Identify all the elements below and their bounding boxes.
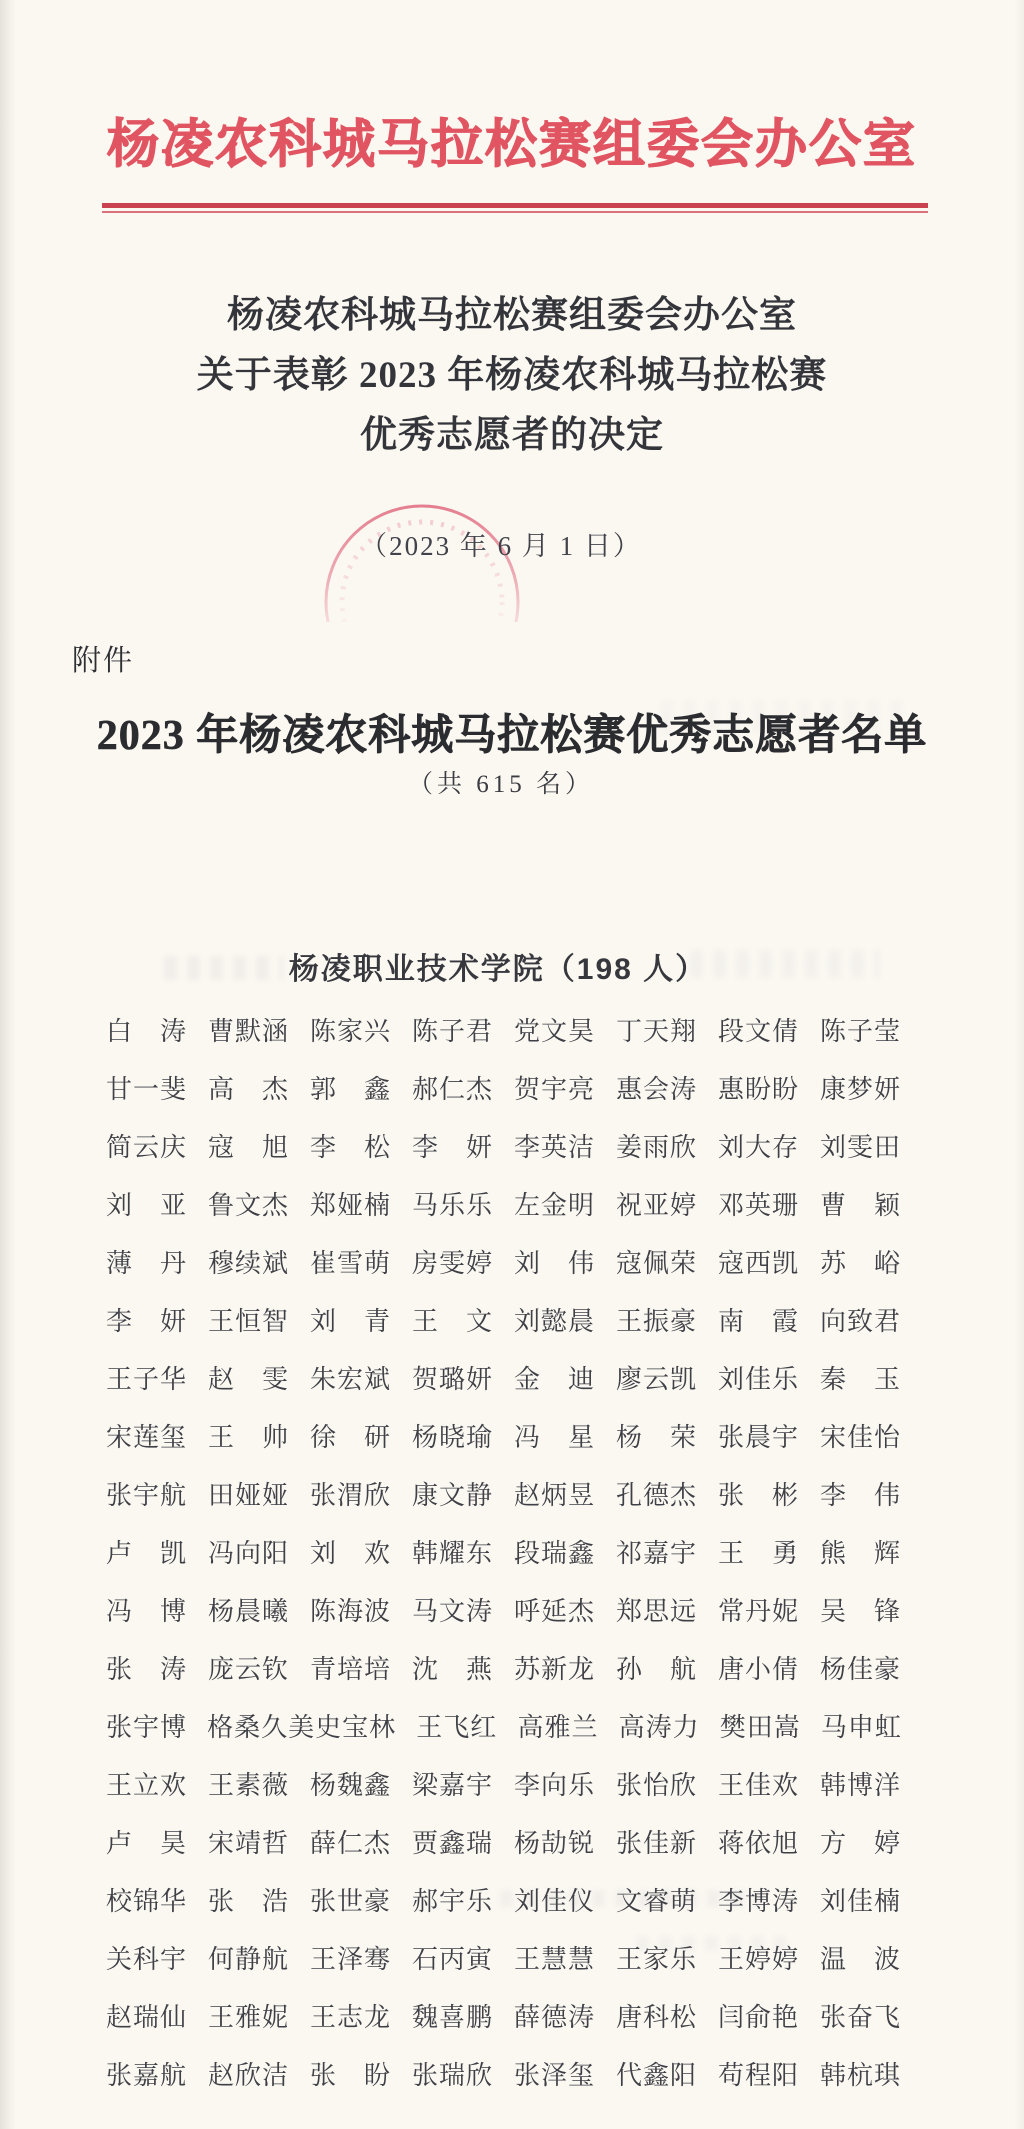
volunteer-name: 郝仁杰: [412, 1074, 494, 1104]
document-title-line-1: 杨凌农科城马拉松赛组委会办公室: [227, 295, 797, 336]
volunteer-name: 梁嘉宇: [412, 1770, 494, 1800]
volunteer-name: 刘大存: [718, 1132, 800, 1162]
volunteer-name: 南 霞: [718, 1306, 800, 1336]
volunteer-name: 石丙寅: [412, 1944, 494, 1974]
volunteer-name-grid: [106, 1000, 922, 2102]
volunteer-name: 康文静: [412, 1480, 494, 1510]
document-title: [0, 286, 1024, 466]
name-row: [106, 1232, 922, 1290]
volunteer-name: 张 涛: [106, 1654, 188, 1684]
name-row: [106, 1406, 922, 1464]
volunteer-name: 廖云凯: [616, 1364, 698, 1394]
volunteer-name: 刘佳楠: [820, 1886, 902, 1916]
volunteer-name: 杨佳豪: [820, 1654, 902, 1684]
attachment-label: 附件: [72, 645, 135, 677]
name-row: [106, 1638, 922, 1696]
volunteer-name: 刘佳乐: [718, 1364, 800, 1394]
volunteer-name: 郝宇乐: [412, 1886, 494, 1916]
volunteer-name: 王飞红: [416, 1712, 498, 1742]
volunteer-name: 王雅妮: [208, 2002, 290, 2032]
volunteer-name: 高 杰: [208, 1074, 290, 1104]
volunteer-name: 寇西凯: [718, 1248, 800, 1278]
volunteer-name: 王佳欢: [718, 1770, 800, 1800]
name-row: [106, 2044, 922, 2102]
volunteer-name: 陈海波: [310, 1596, 392, 1626]
letterhead-divider-rule: [102, 203, 928, 208]
volunteer-name: 张嘉航: [106, 2060, 188, 2090]
volunteer-name: 宋靖哲: [208, 1828, 290, 1858]
name-row: [106, 1986, 922, 2044]
volunteer-name: 贺璐妍: [412, 1364, 494, 1394]
volunteer-name: 简云庆: [106, 1132, 188, 1162]
volunteer-name: 朱宏斌: [310, 1364, 392, 1394]
volunteer-name: 张宇博: [106, 1712, 188, 1742]
volunteer-name: 马申虹: [820, 1712, 902, 1742]
volunteer-name: 杨魏鑫: [310, 1770, 392, 1800]
volunteer-name: 唐科松: [616, 2002, 698, 2032]
volunteer-name: 李向乐: [514, 1770, 596, 1800]
volunteer-name: 祝亚婷: [616, 1190, 698, 1220]
volunteer-name: 王家乐: [616, 1944, 698, 1974]
volunteer-name: 唐小倩: [718, 1654, 800, 1684]
volunteer-name: 王 帅: [208, 1422, 290, 1452]
volunteer-name: 张佳新: [616, 1828, 698, 1858]
volunteer-name: 田娅娅: [208, 1480, 290, 1510]
volunteer-name: 马乐乐: [412, 1190, 494, 1220]
volunteer-name: 冯向阳: [208, 1538, 290, 1568]
volunteer-name: 李英洁: [514, 1132, 596, 1162]
volunteer-name: 秦 玉: [820, 1364, 902, 1394]
volunteer-name: 李博涛: [718, 1886, 800, 1916]
volunteer-name: 张晨宇: [718, 1422, 800, 1452]
volunteer-name: 郭 鑫: [310, 1074, 392, 1104]
volunteer-name: 关科宇: [106, 1944, 188, 1974]
name-row: [106, 1116, 922, 1174]
volunteer-name: 房雯婷: [412, 1248, 494, 1278]
volunteer-name: 姜雨欣: [616, 1132, 698, 1162]
volunteer-name: 格桑久美: [207, 1712, 316, 1742]
volunteer-name: 杨晓瑜: [412, 1422, 494, 1452]
volunteer-name: 王振豪: [616, 1306, 698, 1336]
volunteer-name: 王素薇: [208, 1770, 290, 1800]
volunteer-name: 左金明: [514, 1190, 596, 1220]
volunteer-name: 邓英珊: [718, 1190, 800, 1220]
volunteer-name: 刘佳仪: [514, 1886, 596, 1916]
volunteer-name: 徐 研: [310, 1422, 392, 1452]
volunteer-name: 李 松: [310, 1132, 392, 1162]
volunteer-name: 苏新龙: [514, 1654, 596, 1684]
volunteer-name: 张世豪: [310, 1886, 392, 1916]
name-row: [106, 1290, 922, 1348]
volunteer-name: 方 婷: [820, 1828, 902, 1858]
name-row: [106, 1812, 922, 1870]
volunteer-name: 丁天翔: [616, 1016, 698, 1046]
volunteer-name: 郑思远: [616, 1596, 698, 1626]
volunteer-list-count: （共 615 名）: [407, 771, 594, 798]
document-title-line-3: 优秀志愿者的决定: [360, 415, 664, 456]
volunteer-name: 冯 星: [514, 1422, 596, 1452]
volunteer-name: 寇 旭: [208, 1132, 290, 1162]
volunteer-name: 闫俞艳: [718, 2002, 800, 2032]
volunteer-name: 向致君: [820, 1306, 902, 1336]
volunteer-name: 王志龙: [310, 2002, 392, 2032]
volunteer-name: 薄 丹: [106, 1248, 188, 1278]
volunteer-name: 段文倩: [718, 1016, 800, 1046]
volunteer-name: 白 涛: [106, 1016, 188, 1046]
volunteer-name: 陈子莹: [820, 1016, 902, 1046]
volunteer-name: 薛德涛: [514, 2002, 596, 2032]
volunteer-name: 张宇航: [106, 1480, 188, 1510]
name-row: [106, 1464, 922, 1522]
volunteer-name: 王立欢: [106, 1770, 188, 1800]
section-heading-college: 杨凌职业技术学院（198 人）: [288, 953, 708, 986]
name-row: [106, 1000, 922, 1058]
document-date: （2023 年 6 月 1 日）: [360, 531, 642, 561]
volunteer-name: 孙 航: [616, 1654, 698, 1684]
volunteer-name: 陈子君: [412, 1016, 494, 1046]
volunteer-name: 青培培: [310, 1654, 392, 1684]
volunteer-name: 刘 欢: [310, 1538, 392, 1568]
volunteer-name: 韩杭琪: [820, 2060, 902, 2090]
volunteer-name: 赵瑞仙: [106, 2002, 188, 2032]
volunteer-name: 王慧慧: [514, 1944, 596, 1974]
volunteer-name: 张 盼: [310, 2060, 392, 2090]
volunteer-name: 刘 亚: [106, 1190, 188, 1220]
volunteer-name: 李 伟: [820, 1480, 902, 1510]
volunteer-name: 卢 昊: [106, 1828, 188, 1858]
volunteer-name: 刘 青: [310, 1306, 392, 1336]
volunteer-name: 张 彬: [718, 1480, 800, 1510]
volunteer-name: 宋佳怡: [820, 1422, 902, 1452]
volunteer-name: 冯 博: [106, 1596, 188, 1626]
volunteer-name: 张 浩: [208, 1886, 290, 1916]
volunteer-name: 李 妍: [412, 1132, 494, 1162]
volunteer-name: 呼延杰: [514, 1596, 596, 1626]
volunteer-name: 寇佩荣: [616, 1248, 698, 1278]
volunteer-name: 马文涛: [412, 1596, 494, 1626]
volunteer-name: 李 妍: [106, 1306, 188, 1336]
document-title-line-2: 关于表彰 2023 年杨凌农科城马拉松赛: [196, 355, 828, 396]
volunteer-name: 王恒智: [208, 1306, 290, 1336]
volunteer-name: 杨劼锐: [514, 1828, 596, 1858]
volunteer-name: 代鑫阳: [616, 2060, 698, 2090]
volunteer-name: 金 迪: [514, 1364, 596, 1394]
volunteer-name: 张怡欣: [616, 1770, 698, 1800]
name-row: [106, 1580, 922, 1638]
volunteer-name: 王泽骞: [310, 1944, 392, 1974]
volunteer-name: 樊田嵩: [719, 1712, 801, 1742]
volunteer-name: 曹默涵: [208, 1016, 290, 1046]
volunteer-name: 张瑞欣: [412, 2060, 494, 2090]
volunteer-name: 郑娅楠: [310, 1190, 392, 1220]
volunteer-name: 韩耀东: [412, 1538, 494, 1568]
volunteer-name: 祁嘉宇: [616, 1538, 698, 1568]
volunteer-name: 何静航: [208, 1944, 290, 1974]
volunteer-name: 段瑞鑫: [514, 1538, 596, 1568]
name-row: [106, 1870, 922, 1928]
name-row: [106, 1754, 922, 1812]
volunteer-name: 常丹妮: [718, 1596, 800, 1626]
volunteer-name: 高涛力: [618, 1712, 700, 1742]
volunteer-name: 杨晨曦: [208, 1596, 290, 1626]
volunteer-name: 刘雯田: [820, 1132, 902, 1162]
volunteer-name: 康梦妍: [820, 1074, 902, 1104]
name-row: [106, 1174, 922, 1232]
volunteer-name: 薛仁杰: [310, 1828, 392, 1858]
volunteer-name: 庞云钦: [208, 1654, 290, 1684]
volunteer-name: 张奋飞: [820, 2002, 902, 2032]
volunteer-name: 赵炳昱: [514, 1480, 596, 1510]
volunteer-name: 贺宇亮: [514, 1074, 596, 1104]
volunteer-name: 甘一斐: [106, 1074, 188, 1104]
volunteer-name: 吴 锋: [820, 1596, 902, 1626]
volunteer-name: 鲁文杰: [208, 1190, 290, 1220]
volunteer-name: 韩博洋: [820, 1770, 902, 1800]
volunteer-name: 曹 颖: [820, 1190, 902, 1220]
volunteer-name: 王 文: [412, 1306, 494, 1336]
volunteer-list-title: 2023 年杨凌农科城马拉松赛优秀志愿者名单: [96, 713, 928, 759]
volunteer-name: 孔德杰: [616, 1480, 698, 1510]
volunteer-name: 宋莲玺: [106, 1422, 188, 1452]
name-row: [106, 1348, 922, 1406]
volunteer-name: 文睿萌: [616, 1886, 698, 1916]
volunteer-name: 苏 峪: [820, 1248, 902, 1278]
volunteer-name: 王婷婷: [718, 1944, 800, 1974]
volunteer-name: 杨 荣: [616, 1422, 698, 1452]
volunteer-name: 校锦华: [106, 1886, 188, 1916]
volunteer-name: 张泽玺: [514, 2060, 596, 2090]
volunteer-name: 陈家兴: [310, 1016, 392, 1046]
volunteer-name: 赵欣洁: [208, 2060, 290, 2090]
volunteer-name: 沈 燕: [412, 1654, 494, 1684]
volunteer-name: 熊 辉: [820, 1538, 902, 1568]
volunteer-name: 刘懿晨: [514, 1306, 596, 1336]
volunteer-name: 王子华: [106, 1364, 188, 1394]
letterhead-org-title: 杨凌农科城马拉松赛组委会办公室: [106, 117, 917, 174]
volunteer-name: 苟程阳: [718, 2060, 800, 2090]
volunteer-name: 刘 伟: [514, 1248, 596, 1278]
volunteer-name: 惠盼盼: [718, 1074, 800, 1104]
volunteer-name: 卢 凯: [106, 1538, 188, 1568]
name-row: [106, 1058, 922, 1116]
volunteer-name: 贾鑫瑞: [412, 1828, 494, 1858]
volunteer-name: 崔雪萌: [310, 1248, 392, 1278]
volunteer-name: 穆续斌: [208, 1248, 290, 1278]
volunteer-name: 张渭欣: [310, 1480, 392, 1510]
volunteer-name: 蒋依旭: [718, 1828, 800, 1858]
name-row: [106, 1696, 922, 1754]
volunteer-name: 温 波: [820, 1944, 902, 1974]
volunteer-name: 赵 雯: [208, 1364, 290, 1394]
name-row: [106, 1522, 922, 1580]
volunteer-name: 惠会涛: [616, 1074, 698, 1104]
volunteer-name: 党文昊: [514, 1016, 596, 1046]
volunteer-name: 魏喜鹏: [412, 2002, 494, 2032]
volunteer-name: 高雅兰: [517, 1712, 599, 1742]
volunteer-name: 史宝林: [315, 1712, 397, 1742]
volunteer-name: 王 勇: [718, 1538, 800, 1568]
name-row: [106, 1928, 922, 1986]
